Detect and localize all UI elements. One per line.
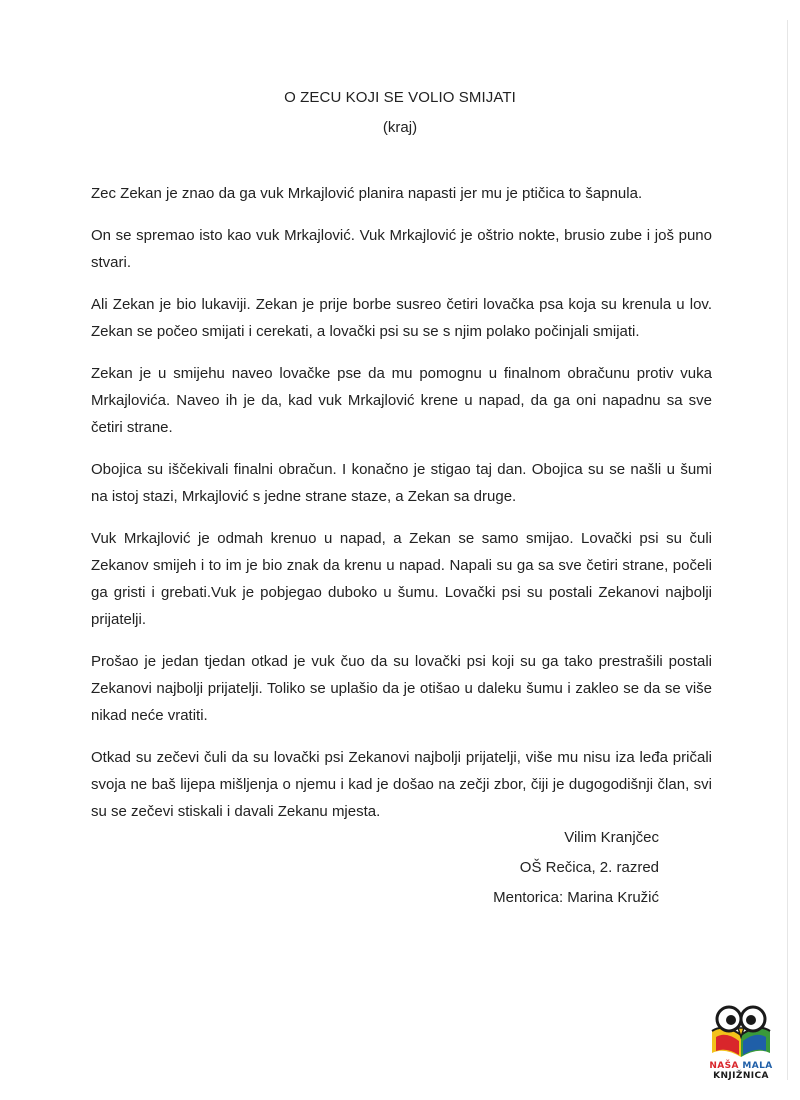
signature-author: Vilim Kranjčec <box>564 829 659 846</box>
library-logo[interactable] <box>706 1001 776 1083</box>
paragraph: Obojica su iščekivali finalni obračun. I konačno je stigao taj dan. Obojica su se našli u šumi na istoj stazi, Mrkajlović s jedne strane staze, a Zekan sa druge. <box>91 461 712 505</box>
owl-book-icon <box>706 1001 776 1061</box>
story-subtitle: (kraj) <box>382 119 418 136</box>
signature-block <box>493 823 659 913</box>
paragraph: Otkad su zečevi čuli da su lovački psi Zekanovi najbolji prijatelji, više mu nisu iza leđa pričali svoja ne baš lijepa mišljenja o njemu i kad je došao na zečji zbor, čiji je dugogodišnji član, svi su se zečevi stiskali i davali Zekanu mjesta. <box>91 749 712 820</box>
logo-text-line1 <box>706 1061 776 1071</box>
story-title: O ZECU KOJI SE VOLIO SMIJATI <box>284 89 516 106</box>
paragraph: Prošao je jedan tjedan otkad je vuk čuo da su lovački psi koji su ga tako prestrašili postali Zekanovi najbolji prijatelji. Toliko se uplašio da je otišao u daleku šumu i zakleo se da se više nikad neće vratiti. <box>91 653 712 724</box>
signature-mentor: Mentorica: Marina Kružić <box>493 889 659 906</box>
logo-text-line2: KNJIŽNICA <box>713 1071 769 1081</box>
story-body <box>91 180 712 840</box>
paragraph: Ali Zekan je bio lukaviji. Zekan je prije borbe susreo četiri lovačka psa koja su krenula u lov. Zekan se počeo smijati i cerekati, a lovački psi su se s njim polako počinjali smijati. <box>91 296 712 340</box>
signature-school: OŠ Rečica, 2. razred <box>519 859 659 876</box>
page-edge <box>787 20 788 1080</box>
paragraph: Zec Zekan je znao da ga vuk Mrkajlović planira napasti jer mu je ptičica to šapnula. <box>91 185 643 202</box>
logo-word-mala: MALA <box>742 1061 773 1071</box>
logo-word-nasa: NAŠA <box>709 1061 739 1071</box>
paragraph: Vuk Mrkajlović je odmah krenuo u napad, a Zekan se samo smijao. Lovački psi su čuli Zekanov smijeh i to im je bio znak da krenu u napad. Napali su ga sa sve četiri strane, počeli ga gristi i grebati.Vuk je pobjegao duboko u šumu. Lovački psi su postali Zekanovi najbolji prijatelji. <box>91 530 712 628</box>
paragraph: Zekan je u smijehu naveo lovačke pse da mu pomognu u finalnom obračunu protiv vuka Mrkajlovića. Naveo ih je da, kad vuk Mrkajlović krene u napad, da ga oni napadnu sa sve četiri strane. <box>91 365 712 436</box>
paragraph: On se spremao isto kao vuk Mrkajlović. Vuk Mrkajlović je oštrio nokte, brusio zube i još puno stvari. <box>91 227 712 271</box>
